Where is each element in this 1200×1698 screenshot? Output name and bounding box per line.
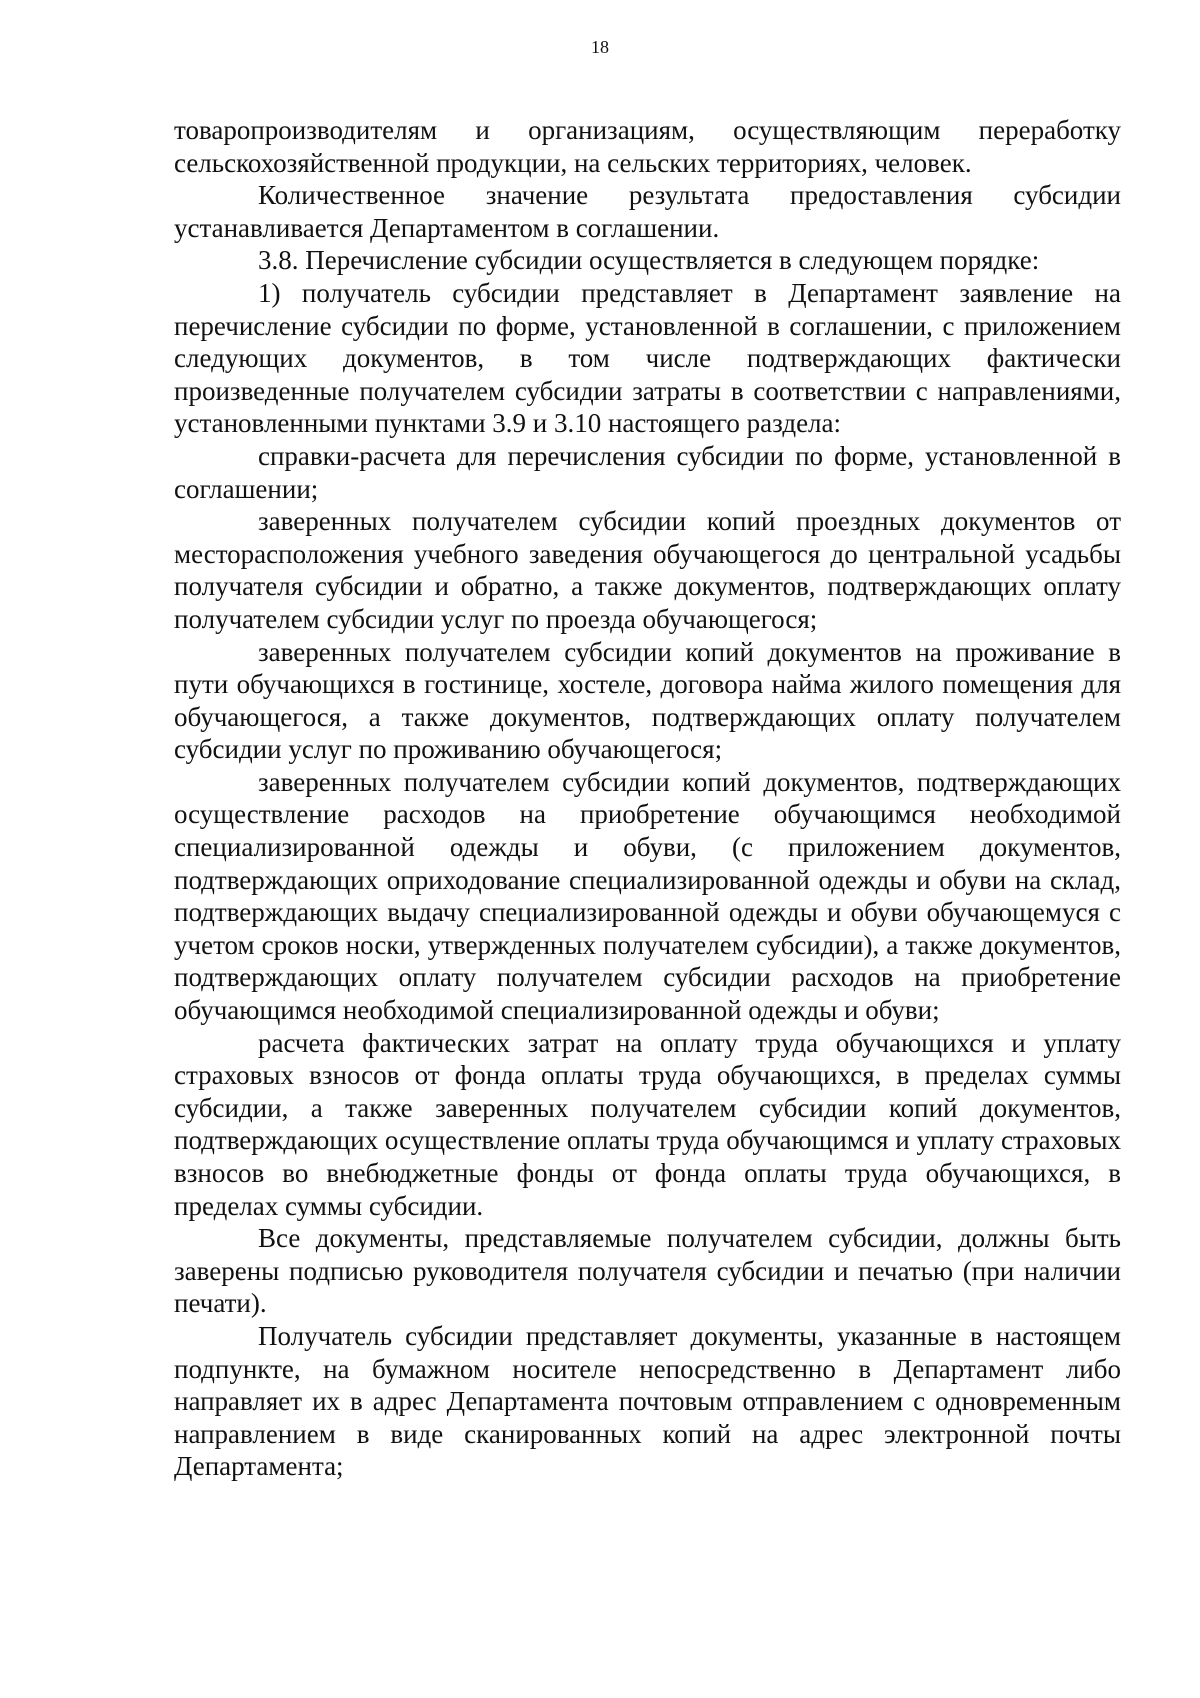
paragraph: заверенных получателем субсидии копий документов на проживание в пути обучающихся в гостинице, хостеле, договора найма жилого помещения для обучающегося, а также документов, подтверждающих оплату получателем субсидии услуг по проживанию обучающегося;	[174, 636, 1121, 765]
paragraph: заверенных получателем субсидии копий документов, подтверждающих осуществление расходов на приобретение обучающимся необходимой специализированной одежды и обуви, (с приложением документов, подтверждающих оприходование специализированной одежды и обуви на склад, подтверждающих выдачу специализированной одежды и обуви обучающемуся с учетом сроков носки, утвержденных получателем субсидии), а также документов, подтверждающих оплату получателем субсидии расходов на приобретение обучающимся необходимой специализированной одежды и обуви;	[174, 766, 1121, 1026]
paragraph: заверенных получателем субсидии копий проездных документов от месторасположения учебного заведения обучающегося до центральной усадьбы получателя субсидии и обратно, а также документов, подтверждающих оплату получателем субсидии услуг по проезда обучающегося;	[174, 506, 1121, 634]
paragraph: Получатель субсидии представляет документы, указанные в настоящем подпункте, на бумажном носителе непосредственно в Департамент либо направляет их в адрес Департамента почтовым отправлением с одновременным направлением в виде сканированных копий на адрес электронной почты Департамента;	[174, 1320, 1121, 1482]
paragraph: Все документы, представляемые получателем субсидии, должны быть заверены подписью руководителя получателя субсидии и печатью (при наличии печати).	[174, 1223, 1121, 1319]
paragraph: Количественное значение результата предоставления субсидии устанавливается Департаментом в соглашении.	[174, 180, 1121, 243]
paragraph: товаропроизводителям и организациям, осуществляющим переработку сельскохозяйственной продукции, на сельских территориях, человек.	[174, 115, 1121, 178]
page-number: 18	[591, 37, 609, 57]
paragraph: справки-расчета для перечисления субсидии по форме, установленной в соглашении;	[174, 440, 1121, 504]
paragraph: 3.8. Перечисление субсидии осуществляется в следующем порядке:	[258, 245, 1040, 276]
document-body	[174, 114, 1121, 1483]
paragraph: расчета фактических затрат на оплату труда обучающихся и уплату страховых взносов от фонда оплаты труда обучающихся, в пределах суммы субсидии, а также заверенных получателем субсидии копий документов, подтверждающих осуществление оплаты труда обучающимся и уплату страховых взносов во внебюджетные фонды от фонда оплаты труда обучающихся, в пределах суммы субсидии.	[174, 1027, 1121, 1221]
paragraph: 1) получатель субсидии представляет в Департамент заявление на перечисление субсидии по форме, установленной в соглашении, с приложением следующих документов, в том числе подтверждающих фактически произведенные получателем субсидии затраты в соответствии с направлениями, установленными пунктами 3.9 и 3.10 настоящего раздела:	[174, 277, 1121, 439]
